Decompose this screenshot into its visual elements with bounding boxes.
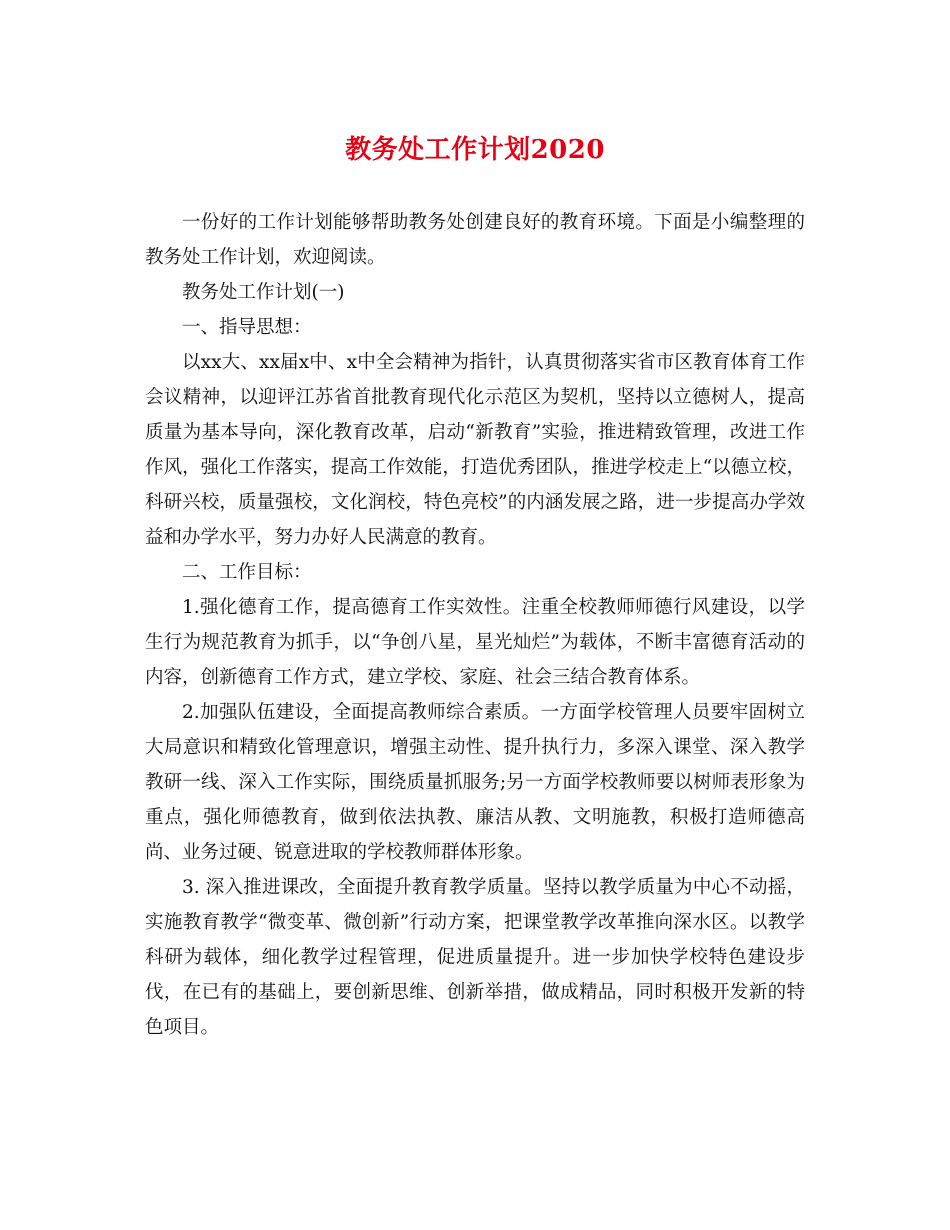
document-body <box>145 205 805 1045</box>
section-heading-guiding-ideology: 一、指导思想： <box>182 317 312 338</box>
goal-paragraph-2: 2.加强队伍建设，全面提高教师综合素质。一方面学校管理人员要牢固树立大局意识和精致化管理意识，增强主动性、提升执行力，多深入课堂、深入教学教研一线、深入工作实际，围绕质量抓服务;另一方面学校教师要以树师表形象为重点，强化师德教育，做到依法执教、廉洁从教、文明施教，积极打造师德高尚、业务过硬、锐意进取的学校教师群体形象。 <box>145 702 805 863</box>
goal-paragraph-3: 3. 深入推进课改，全面提升教育教学质量。坚持以教学质量为中心不动摇，实施教育教学“微变革、微创新”行动方案，把课堂教学改革推向深水区。以教学科研为载体，细化教学过程管理，促进质量提升。进一步加快学校特色建设步伐，在已有的基础上，要创新思维、创新举措，做成精品，同时积极开发新的特色项目。 <box>145 877 805 1038</box>
section-heading-work-goals: 二、工作目标： <box>182 562 312 583</box>
guiding-ideology-paragraph: 以xx大、xx届x中、x中全会精神为指针，认真贯彻落实省市区教育体育工作会议精神，以迎评江苏省首批教育现代化示范区为契机，坚持以立德树人，提高质量为基本导向，深化教育改革，启动“新教育”实验，推进精致管理，改进工作作风，强化工作落实，提高工作效能，打造优秀团队，推进学校走上“以德立校，科研兴校，质量强校，文化润校，特色亮校”的内涵发展之路，进一步提高办学效益和办学水平，努力办好人民满意的教育。 <box>145 352 805 548</box>
goal-paragraph-1: 1.强化德育工作，提高德育工作实效性。注重全校教师师德行风建设，以学生行为规范教育为抓手，以“争创八星，星光灿烂”为载体，不断丰富德育活动的内容，创新德育工作方式，建立学校、家庭、社会三结合教育体系。 <box>145 597 805 688</box>
section-heading-plan-one: 教务处工作计划(一) <box>182 282 345 303</box>
intro-paragraph: 一份好的工作计划能够帮助教务处创建良好的教育环境。下面是小编整理的教务处工作计划，欢迎阅读。 <box>145 212 805 268</box>
document-title: 教务处工作计划2020 <box>345 135 605 165</box>
